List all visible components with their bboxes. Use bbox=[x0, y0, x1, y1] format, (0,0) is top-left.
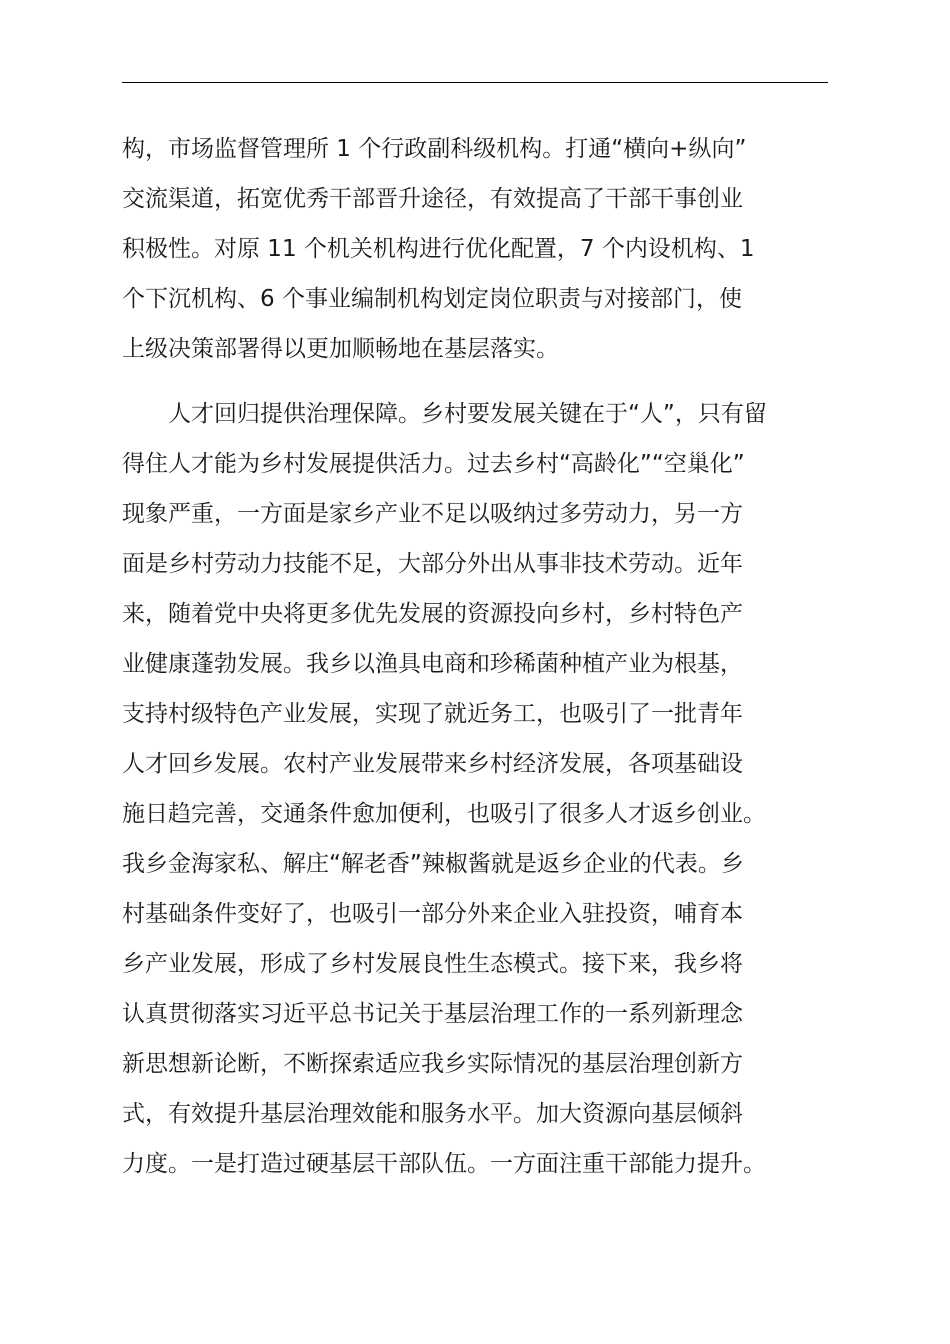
text-line: 支持村级特色产业发展，实现了就近务工，也吸引了一批青年 bbox=[122, 701, 743, 727]
text-line: 人才回归提供治理保障。乡村要发展关键在于“人”，只有留 bbox=[168, 401, 767, 427]
paragraph-spacer bbox=[122, 374, 834, 389]
text-line: 乡产业发展，形成了乡村发展良性生态模式。接下来，我乡将 bbox=[122, 951, 743, 977]
text-line: 式，有效提升基层治理效能和服务水平。加大资源向基层倾斜 bbox=[122, 1101, 743, 1127]
paragraph-1 bbox=[122, 124, 834, 374]
text-line: 构，市场监督管理所 1 个行政副科级机构。打通“横向+纵向” bbox=[122, 136, 747, 162]
text-line: 认真贯彻落实习近平总书记关于基层治理工作的一系列新理念 bbox=[122, 1001, 743, 1027]
text-line: 我乡金海家私、解庄“解老香”辣椒酱就是返乡企业的代表。乡 bbox=[122, 851, 744, 877]
text-line: 来，随着党中央将更多优先发展的资源投向乡村，乡村特色产 bbox=[122, 601, 743, 627]
text-line: 现象严重，一方面是家乡产业不足以吸纳过多劳动力，另一方 bbox=[122, 501, 743, 527]
text-line: 村基础条件变好了，也吸引一部分外来企业入驻投资，哺育本 bbox=[122, 901, 743, 927]
text-line: 上级决策部署得以更加顺畅地在基层落实。 bbox=[122, 336, 559, 362]
paragraph-2 bbox=[122, 389, 834, 1189]
text-line: 施日趋完善，交通条件愈加便利，也吸引了很多人才返乡创业。 bbox=[122, 801, 766, 827]
text-line: 新思想新论断，不断探索适应我乡实际情况的基层治理创新方 bbox=[122, 1051, 743, 1077]
body-text bbox=[122, 124, 834, 1189]
text-line: 交流渠道，拓宽优秀干部晋升途径，有效提高了干部干事创业 bbox=[122, 186, 743, 212]
text-line: 个下沉机构、6 个事业编制机构划定岗位职责与对接部门，使 bbox=[122, 286, 742, 312]
header-rule bbox=[122, 82, 828, 83]
text-line: 力度。一是打造过硬基层干部队伍。一方面注重干部能力提升。 bbox=[122, 1151, 766, 1177]
text-line: 面是乡村劳动力技能不足，大部分外出从事非技术劳动。近年 bbox=[122, 551, 743, 577]
text-line: 积极性。对原 11 个机关机构进行优化配置，7 个内设机构、1 bbox=[122, 236, 755, 262]
text-line: 得住人才能为乡村发展提供活力。过去乡村“高龄化”“空巢化” bbox=[122, 451, 745, 477]
text-line: 人才回乡发展。农村产业发展带来乡村经济发展，各项基础设 bbox=[122, 751, 743, 777]
text-line: 业健康蓬勃发展。我乡以渔具电商和珍稀菌种植产业为根基， bbox=[122, 651, 743, 677]
